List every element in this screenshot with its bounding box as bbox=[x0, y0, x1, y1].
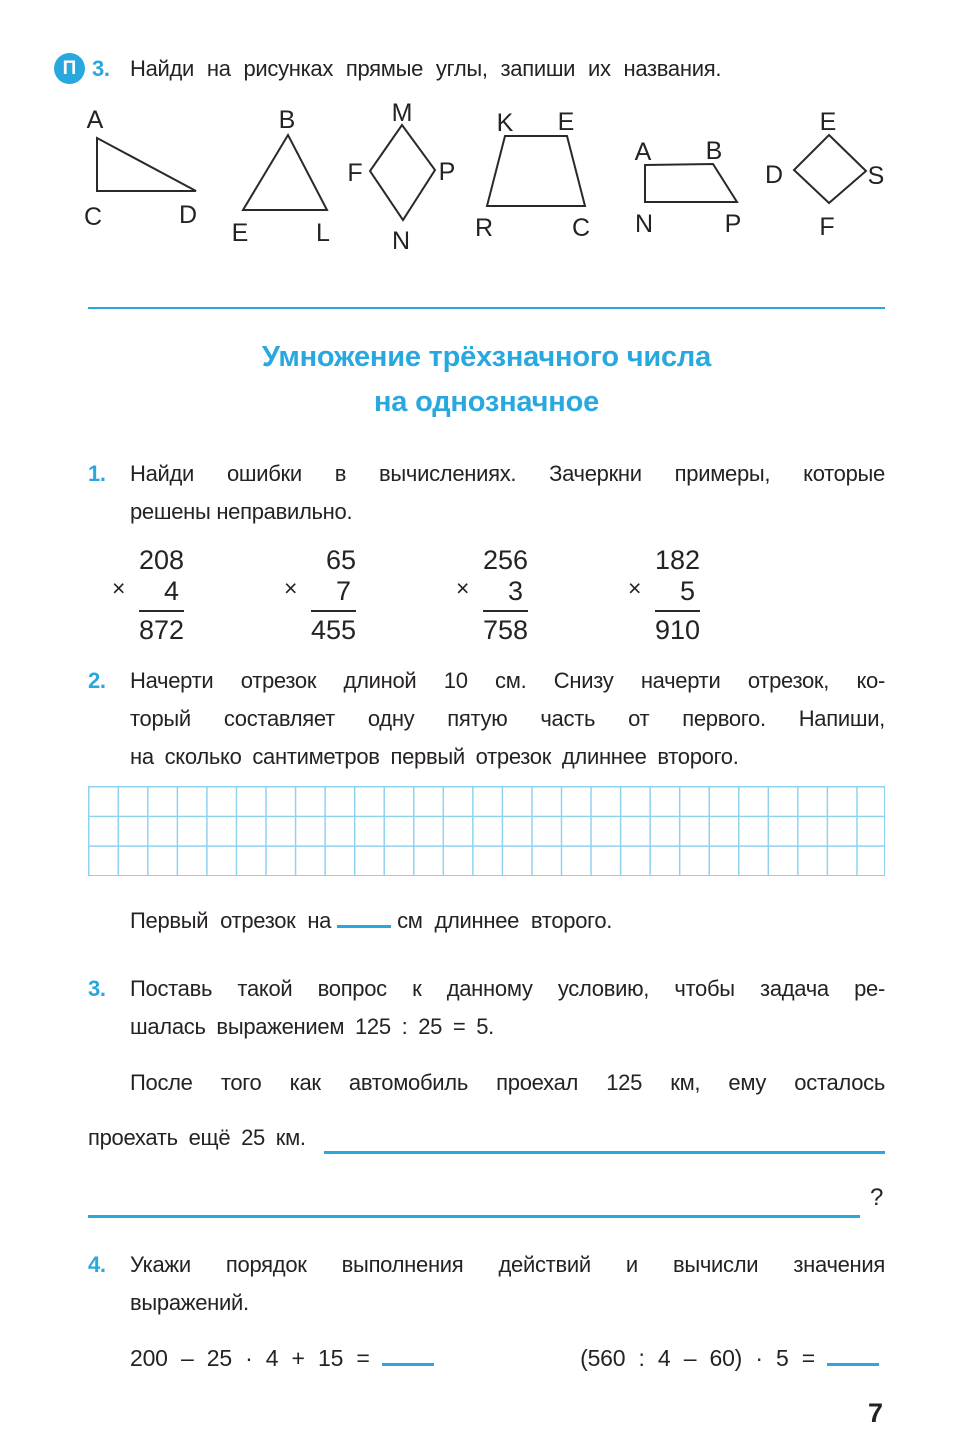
multiplication-column bbox=[132, 545, 184, 646]
trapezoid-outline bbox=[487, 136, 585, 206]
vertex-label: C bbox=[83, 203, 103, 231]
product: 872 bbox=[139, 610, 184, 646]
writing-line bbox=[324, 1151, 885, 1154]
condition-line-with-blank bbox=[88, 1118, 885, 1158]
multiplicand: 256 bbox=[482, 545, 528, 575]
square-outline bbox=[794, 135, 866, 203]
task-text: Найди на рисунках прямые углы, запиши их названия. bbox=[130, 56, 722, 81]
multiply-sign: × bbox=[112, 575, 126, 601]
vertex-label: B bbox=[705, 137, 723, 165]
multiplier: 3 bbox=[507, 576, 523, 606]
program-badge-letter: П bbox=[62, 57, 77, 79]
vertex-label: P bbox=[438, 158, 456, 186]
question-writing-line bbox=[88, 1176, 885, 1218]
task-text-line: выражений. bbox=[130, 1290, 249, 1315]
shape-triangle-bel bbox=[232, 106, 330, 247]
product: 455 bbox=[311, 610, 356, 646]
task-draw-segment bbox=[88, 662, 885, 776]
multiply-sign: × bbox=[628, 575, 642, 601]
condition-text: проехать ещё 25 км. bbox=[88, 1125, 306, 1150]
condition-line: После того как автомобиль проехал 125 км, ему осталось bbox=[130, 1070, 885, 1095]
task-order-of-operations bbox=[88, 1246, 885, 1322]
multiplication-column bbox=[648, 545, 700, 646]
multiplicand: 65 bbox=[325, 545, 356, 575]
multiplier: 4 bbox=[163, 576, 179, 606]
expression-text: 200 – 25 · 4 + 15 = bbox=[130, 1345, 370, 1371]
vertex-label: E bbox=[557, 108, 575, 136]
section-title-line2: на однозначное bbox=[373, 386, 600, 418]
task-text-line: Укажи порядок выполнения действий и вычисли значения bbox=[130, 1252, 885, 1277]
shape-square-edsf bbox=[765, 108, 884, 241]
vertex-label: L bbox=[316, 219, 330, 247]
expression-2 bbox=[580, 1338, 885, 1378]
section-title bbox=[88, 335, 885, 425]
multiplication-example-1 bbox=[112, 545, 184, 646]
expression-blank bbox=[382, 1341, 434, 1366]
vertex-label: R bbox=[474, 214, 494, 242]
answer-suffix: см длиннее второго. bbox=[397, 908, 613, 933]
vertex-label: C bbox=[571, 214, 591, 242]
shape-trapezoid-abnp bbox=[635, 137, 742, 238]
geometric-shapes-figure bbox=[40, 98, 940, 263]
task-text-line: Найди ошибки в вычислениях. Зачеркни примеры, которые bbox=[130, 461, 885, 486]
triangle-outline bbox=[243, 135, 327, 210]
shape-trapezoid-kerc bbox=[475, 108, 590, 242]
expression-blank bbox=[827, 1341, 879, 1366]
expression-text: (560 : 4 – 60) · 5 = bbox=[580, 1345, 815, 1371]
task-number: 4. bbox=[88, 1252, 106, 1277]
trapezoid-outline bbox=[645, 164, 737, 202]
multiplication-column bbox=[304, 545, 356, 646]
multiplication-example-4 bbox=[628, 545, 700, 646]
vertex-label: N bbox=[391, 227, 411, 255]
vertex-label: A bbox=[86, 106, 104, 134]
vertex-label: S bbox=[867, 162, 885, 190]
multiply-sign: × bbox=[284, 575, 298, 601]
task-number: 3. bbox=[88, 976, 106, 1001]
task-text-line: Начерти отрезок длиной 10 см. Снизу начерти отрезок, ко- bbox=[130, 668, 885, 693]
multiply-sign: × bbox=[456, 575, 470, 601]
multiplier: 5 bbox=[679, 576, 695, 606]
right-triangle-outline bbox=[97, 138, 196, 191]
answer-blank bbox=[337, 903, 391, 928]
answer-prefix: Первый отрезок на bbox=[130, 908, 332, 933]
drawing-grid bbox=[88, 786, 885, 876]
vertex-label: B bbox=[278, 106, 296, 134]
vertex-label: E bbox=[819, 108, 837, 136]
multiplication-examples bbox=[88, 545, 885, 646]
vertex-label: F bbox=[347, 159, 363, 187]
task-make-question bbox=[88, 970, 885, 1046]
task-number: 2. bbox=[88, 668, 106, 693]
vertex-label: M bbox=[391, 99, 413, 127]
multiplier: 7 bbox=[335, 576, 351, 606]
program-badge bbox=[54, 53, 85, 84]
task-text-line: на сколько сантиметров первый отрезок длиннее второго. bbox=[130, 744, 739, 769]
task-text-line: торый составляет одну пятую часть от первого. Напиши, bbox=[130, 706, 885, 731]
task-number: 3. bbox=[92, 56, 110, 81]
question-mark: ? bbox=[869, 1184, 883, 1211]
vertex-label: D bbox=[178, 201, 198, 229]
page-number: 7 bbox=[867, 1398, 883, 1428]
multiplication-column bbox=[476, 545, 528, 646]
vertex-label: K bbox=[496, 109, 514, 137]
vertex-label: E bbox=[231, 219, 249, 247]
product: 910 bbox=[655, 610, 700, 646]
shape-right-triangle-acd bbox=[84, 106, 197, 231]
product: 758 bbox=[483, 610, 528, 646]
expression-1 bbox=[130, 1338, 440, 1378]
vertex-label: A bbox=[634, 138, 652, 166]
task-text-line: Поставь такой вопрос к данному условию, чтобы задача ре- bbox=[130, 976, 885, 1001]
task-number: 1. bbox=[88, 461, 106, 486]
multiplicand: 208 bbox=[138, 545, 184, 575]
rhombus-outline bbox=[370, 125, 435, 220]
multiplicand: 182 bbox=[654, 545, 700, 575]
expressions-row bbox=[88, 1338, 885, 1378]
section-title-line1: Умножение трёхзначного числа bbox=[261, 341, 712, 373]
task-text-line: шалась выражением 125 : 25 = 5. bbox=[130, 1014, 494, 1039]
vertex-label: N bbox=[634, 210, 654, 238]
vertex-label: D bbox=[764, 161, 784, 189]
answer-sentence bbox=[88, 902, 885, 940]
vertex-label: F bbox=[819, 213, 835, 241]
multiplication-example-2 bbox=[284, 545, 356, 646]
writing-line bbox=[88, 1215, 860, 1218]
multiplication-example-3 bbox=[456, 545, 528, 646]
task-find-right-angles bbox=[62, 50, 885, 88]
section-divider bbox=[88, 307, 885, 309]
vertex-label: P bbox=[724, 210, 742, 238]
task-find-errors bbox=[88, 455, 885, 531]
shape-rhombus-mfpn bbox=[347, 99, 455, 255]
task-text-line: решены неправильно. bbox=[130, 499, 353, 524]
